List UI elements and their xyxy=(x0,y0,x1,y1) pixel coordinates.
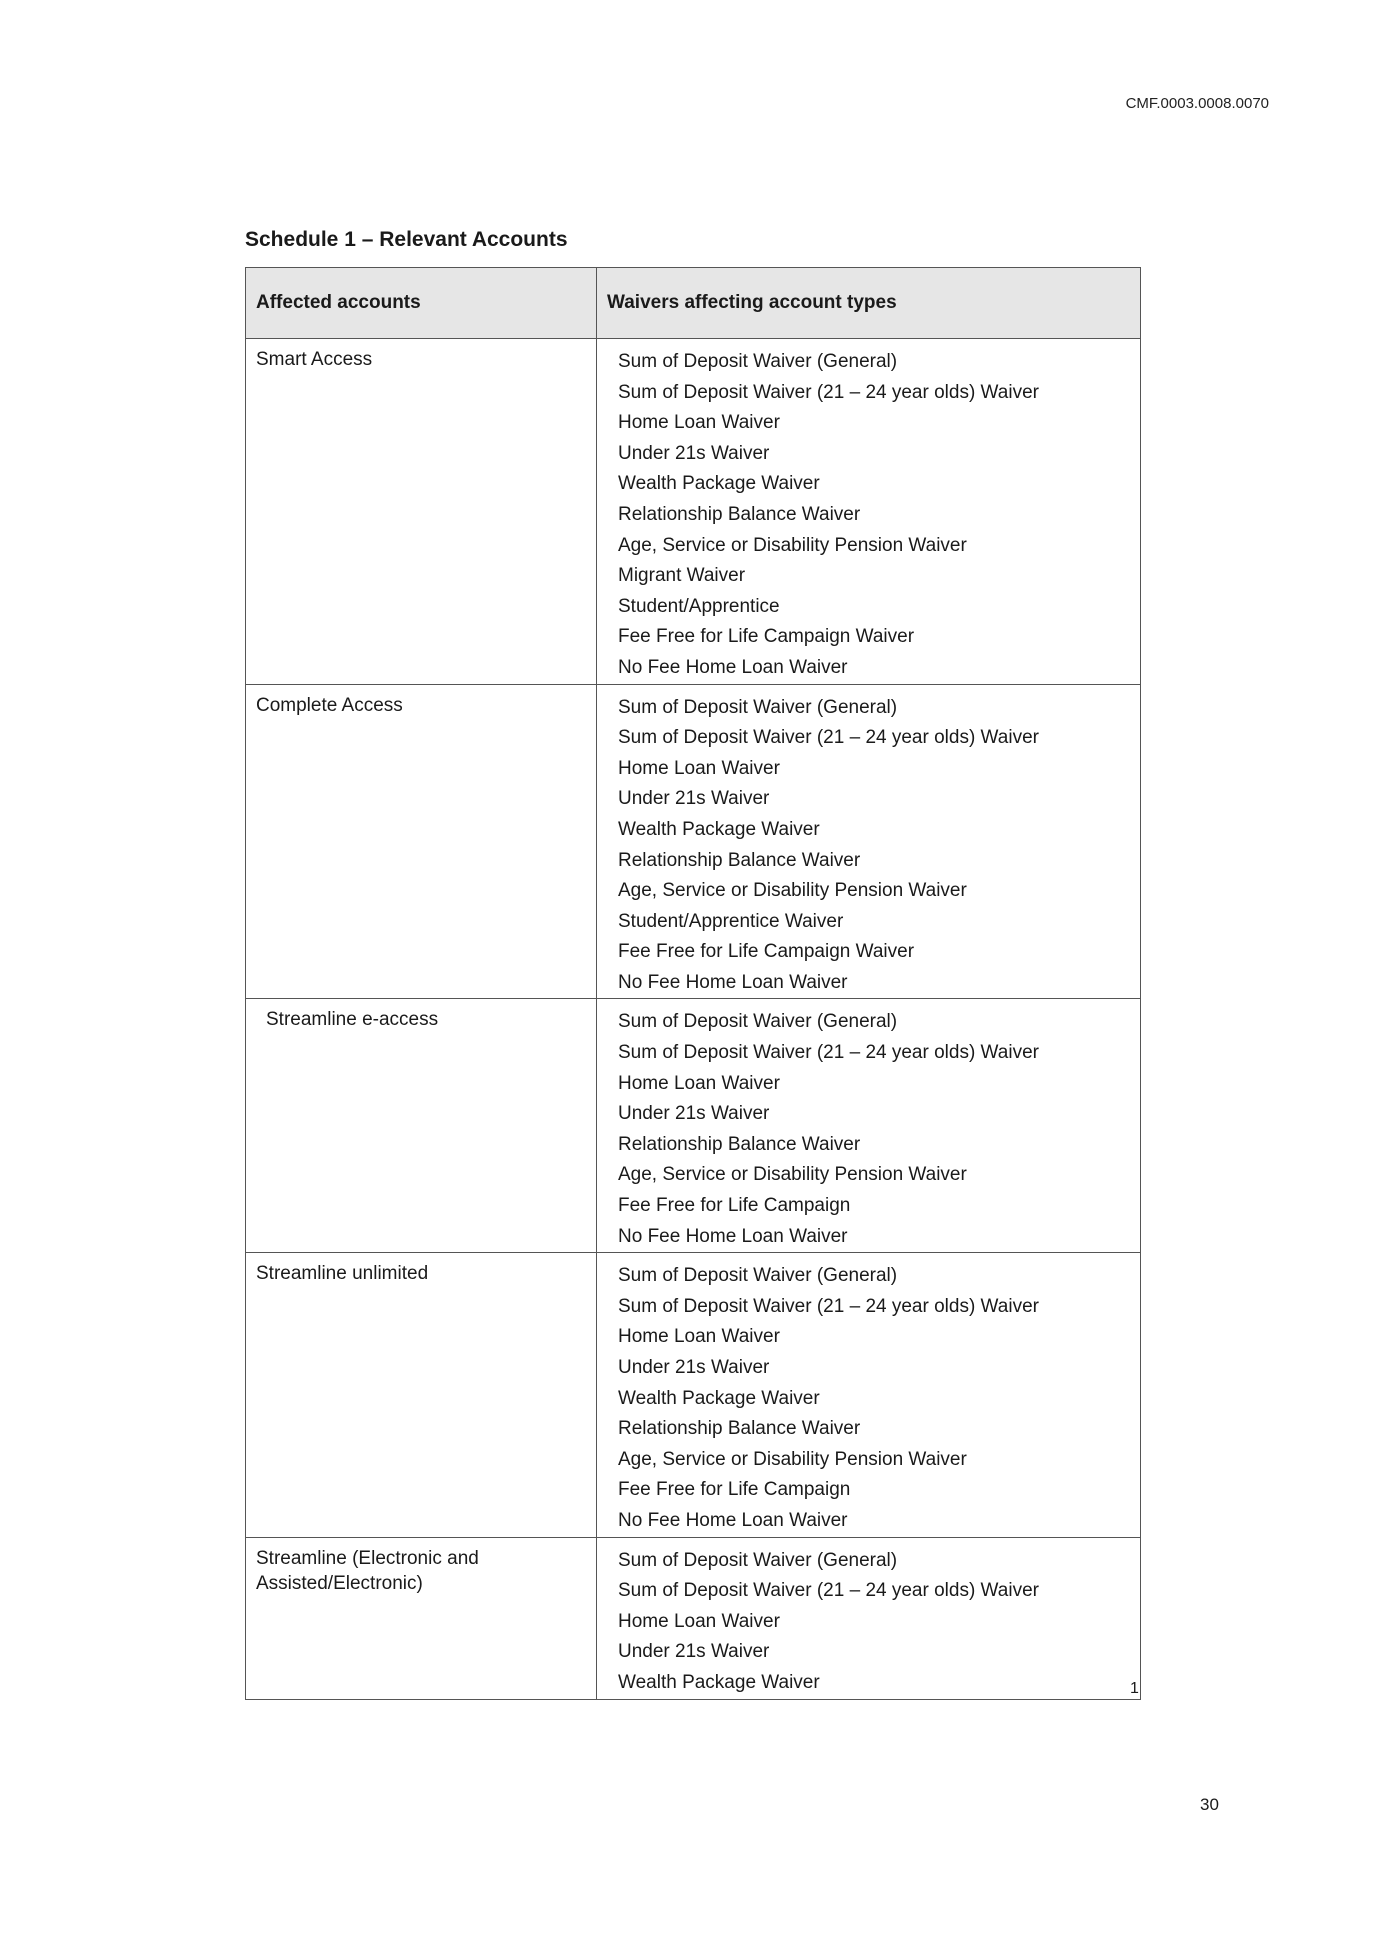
table-row xyxy=(246,1253,1141,1537)
waiver-item: Sum of Deposit Waiver (21 – 24 year olds) Waiver xyxy=(618,1580,1039,1602)
waivers-cell xyxy=(597,684,1141,999)
waiver-item: Sum of Deposit Waiver (General) xyxy=(618,1265,898,1287)
waiver-item: Under 21s Waiver xyxy=(618,1357,770,1378)
account-cell xyxy=(246,339,597,685)
waiver-item: Fee Free for Life Campaign xyxy=(618,1195,851,1217)
waivers-cell xyxy=(597,339,1141,685)
waiver-item: No Fee Home Loan Waiver xyxy=(618,1509,848,1531)
waiver-item: No Fee Home Loan Waiver xyxy=(618,1225,848,1247)
waiver-item: Student/Apprentice Waiver xyxy=(618,910,844,932)
account-name: Complete Access xyxy=(256,694,403,716)
waiver-item: Relationship Balance Waiver xyxy=(618,503,861,525)
waiver-item: Home Loan Waiver xyxy=(618,757,780,779)
waiver-item: Wealth Package Waiver xyxy=(618,1671,820,1693)
waiver-item: Fee Free for Life Campaign Waiver xyxy=(618,626,915,648)
waiver-item: Age, Service or Disability Pension Waiver xyxy=(618,1448,967,1470)
table-body xyxy=(246,339,1141,1700)
inner-page-number: 1 xyxy=(1130,1680,1139,1697)
waiver-item: Relationship Balance Waiver xyxy=(618,1418,861,1440)
relevant-accounts-table xyxy=(245,267,1141,1700)
waiver-item: Sum of Deposit Waiver (General) xyxy=(618,1549,898,1571)
account-name: Streamline e-access xyxy=(266,1009,439,1031)
page-number: 30 xyxy=(1200,1795,1219,1814)
waiver-item: Sum of Deposit Waiver (General) xyxy=(618,1011,898,1033)
table-row xyxy=(246,339,1141,685)
waiver-item: Student/Apprentice xyxy=(618,595,780,617)
waiver-item: Home Loan Waiver xyxy=(618,1326,780,1348)
waiver-item: Under 21s Waiver xyxy=(618,1103,770,1125)
waiver-item: Sum of Deposit Waiver (General) xyxy=(618,696,898,718)
account-cell xyxy=(246,684,597,999)
waiver-item: Age, Service or Disability Pension Waiver xyxy=(618,880,967,902)
waiver-item: Sum of Deposit Waiver (General) xyxy=(618,351,898,372)
waiver-item: Sum of Deposit Waiver (21 – 24 year olds) Waiver xyxy=(618,1295,1039,1317)
waiver-item: Wealth Package Waiver xyxy=(618,818,820,840)
waiver-item: Fee Free for Life Campaign xyxy=(618,1479,851,1501)
waiver-item: Wealth Package Waiver xyxy=(618,473,820,495)
waivers-cell xyxy=(597,1253,1141,1537)
waiver-item: No Fee Home Loan Waiver xyxy=(618,971,848,993)
account-cell xyxy=(246,1253,597,1537)
table-row xyxy=(246,1537,1141,1699)
account-name: Streamline unlimited xyxy=(256,1263,429,1285)
waiver-item: Wealth Package Waiver xyxy=(618,1387,820,1409)
waiver-item: Home Loan Waiver xyxy=(618,1072,780,1094)
waiver-item: Migrant Waiver xyxy=(618,565,746,587)
table-row xyxy=(246,999,1141,1253)
waivers-cell xyxy=(597,999,1141,1253)
waiver-item: Relationship Balance Waiver xyxy=(618,1133,861,1155)
header-affected-accounts: Affected accounts xyxy=(246,268,597,339)
waiver-item: Age, Service or Disability Pension Waiver xyxy=(618,534,967,556)
waiver-item: Under 21s Waiver xyxy=(618,1641,770,1663)
waiver-item: Sum of Deposit Waiver (21 – 24 year olds) Waiver xyxy=(618,1042,1039,1064)
waiver-item: Under 21s Waiver xyxy=(618,442,770,464)
waiver-item: Under 21s Waiver xyxy=(618,788,770,810)
waiver-item: No Fee Home Loan Waiver xyxy=(618,656,848,678)
waiver-item: Relationship Balance Waiver xyxy=(618,849,861,871)
waiver-item: Sum of Deposit Waiver (21 – 24 year olds) Waiver xyxy=(618,727,1039,749)
account-cell xyxy=(246,1537,597,1699)
account-cell xyxy=(246,999,597,1253)
schedule-title: Schedule 1 – Relevant Accounts xyxy=(245,228,568,251)
table-header-row xyxy=(246,268,1141,339)
account-name: Smart Access xyxy=(256,349,373,370)
waiver-item: Age, Service or Disability Pension Waiver xyxy=(618,1164,967,1186)
table-row xyxy=(246,684,1141,999)
document-id: CMF.0003.0008.0070 xyxy=(1125,95,1269,112)
waiver-item: Fee Free for Life Campaign Waiver xyxy=(618,941,915,963)
waiver-item: Sum of Deposit Waiver (21 – 24 year olds) Waiver xyxy=(618,381,1039,403)
account-name: Streamline (Electronic and Assisted/Electronic) xyxy=(256,1547,479,1594)
waiver-item: Home Loan Waiver xyxy=(618,1610,780,1632)
waivers-cell xyxy=(597,1537,1141,1699)
header-waivers: Waivers affecting account types xyxy=(597,268,1141,339)
waiver-item: Home Loan Waiver xyxy=(618,412,780,434)
